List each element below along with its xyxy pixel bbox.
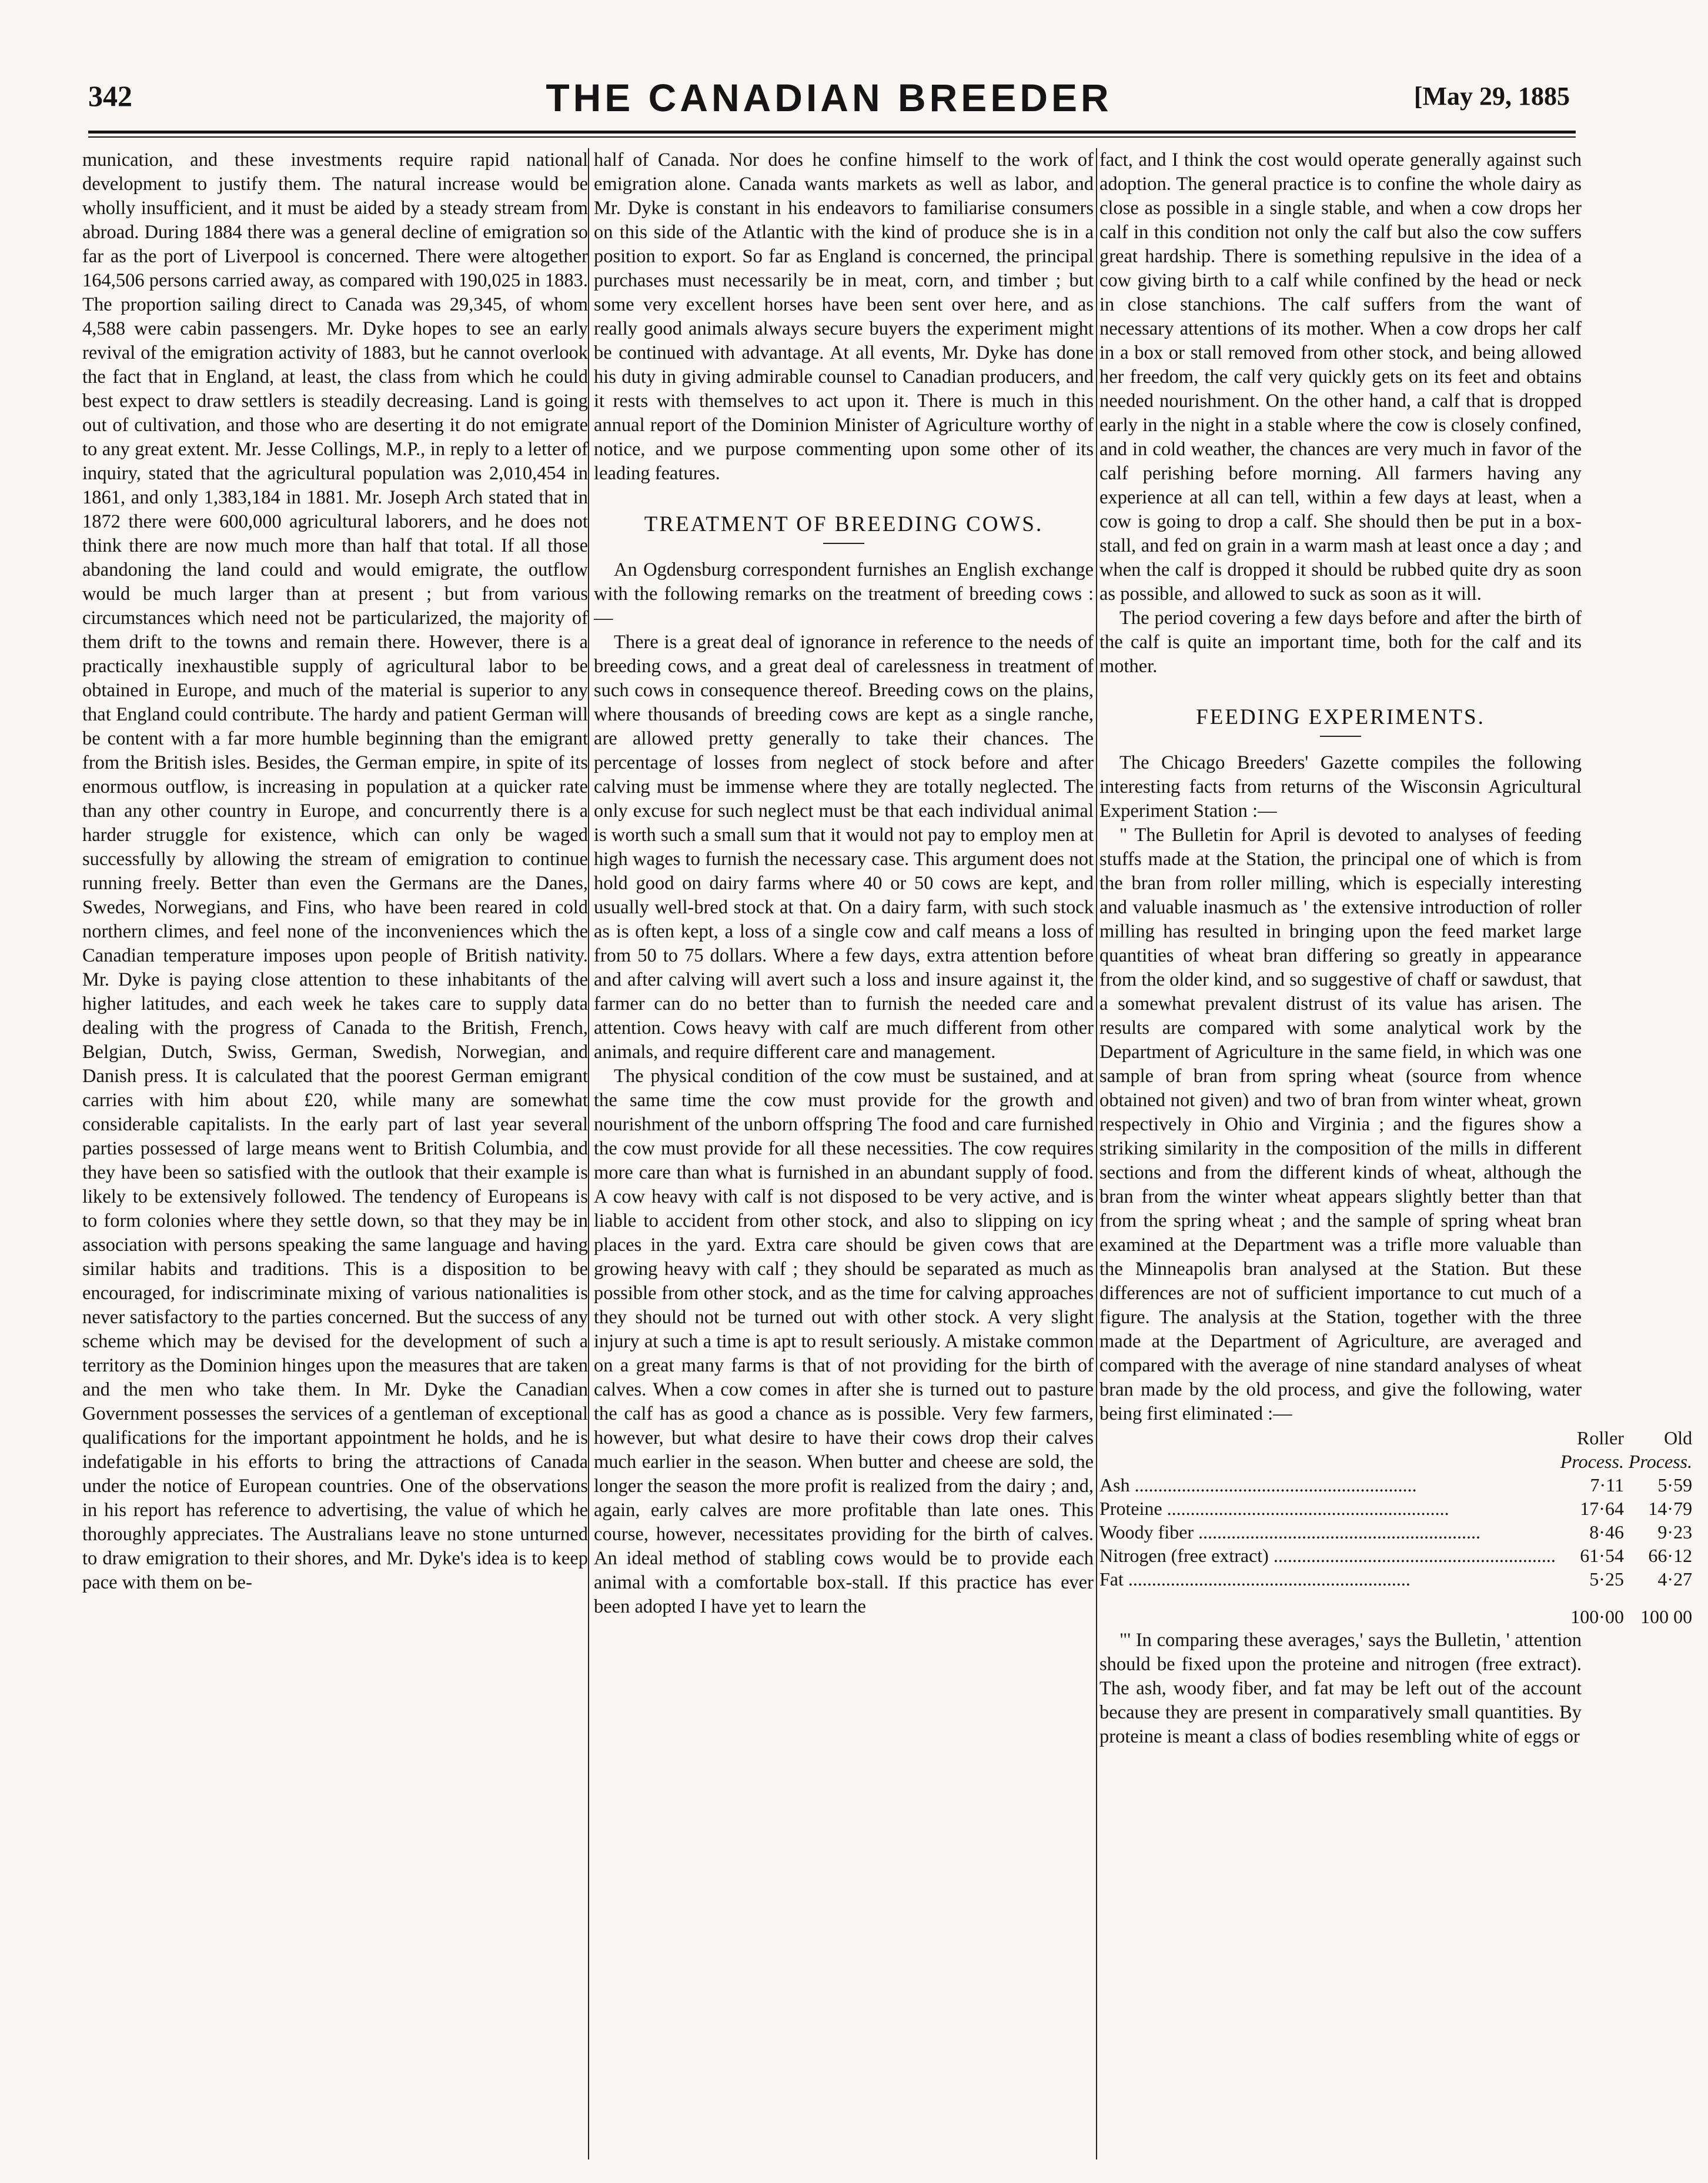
page-number: 342	[88, 79, 132, 112]
row-value-old: 9·23	[1657, 1521, 1693, 1543]
row-label: Proteine	[1099, 1498, 1162, 1519]
table-row	[1099, 1544, 1692, 1567]
total-roller: 100·00	[1570, 1606, 1624, 1627]
row-label: Nitrogen (free extract)	[1099, 1545, 1269, 1566]
column-header-old: Old	[1664, 1427, 1693, 1448]
bran-analysis-table	[1099, 1426, 1692, 1628]
body-paragraph: An Ogdensburg correspondent furnishes an English exchange with the following remarks on the treatment of breeding cows :—	[594, 559, 1094, 629]
heading-divider	[1320, 736, 1361, 737]
column-subheader-roller: Process.	[1560, 1451, 1624, 1472]
body-paragraph: munication, and these investments require rapid national development to justify them. The natural increase would be wholly insufficient, and it must be aided by a steady stream from abroad. During 1884 there was a general decline of emigration so far as the port of Liverpool is concerned. There were altogether 164,506 persons carried away, as compared with 190,025 in 1883. The proportion sailing direct to Canada was 29,345, of whom 4,588 were cabin passengers. Mr. Dyke hopes to see an early revival of the emigration activity of 1883, but he cannot overlook the fact that in England, at least, the class from which he could best expect to draw settlers is steadily decreasing. Land is going out of cultivation, and those who are deserting it do not emigrate to any great extent. Mr. Jesse Collings, M.P., in reply to a letter of inquiry, stated that the agricultural population was 2,010,454 in 1861, and only 1,383,184 in 1881. Mr. Joseph Arch stated that in 1872 there were 600,000 agricultural laborers, and he does not think there are now much more than half that total. If all those abandoning the land could and would emigrate, the outflow would be much larger than at present ; but from various circumstances which need not be particularized, the majority of them drift to the towns and remain there. However, there is a practically inexhaustible supply of agricultural labor to be obtained in Europe, and much of the material is superior to any that England could contribute. The hardy and patient German will be content with a far more humble beginning than the emigrant from the British isles. Besides, the German empire, in spite of its enormous outflow, is increasing in population at a quicker rate than any other country in Europe, and concurrently there is a harder struggle for existence, which can only be waged successfully by allowing the stream of emigration to continue running freely. Better than even the Germans are the Danes, Swedes, Norwegians, and Fins, who have been reared in cold northern climes, and feel none of the inconveniences which the Canadian temperature imposes upon people of British nativity. Mr. Dyke is paying close attention to these inhabitants of the higher latitudes, and each week he takes care to supply data dealing with the progress of Canada to the British, French, Belgian, Dutch, Swiss, German, Swedish, Norwegian, and Danish press. It is calculated that the poorest German emigrant carries with him about £20, while many are somewhat considerable capitalists. In the early part of last year several parties possessed of large means went to British Columbia, and they have been so satisfied with the outlook that their example is likely to be extensively followed. The tendency of Europeans is to form colonies where they settle down, so that they may be in association with persons speaking the same language and having similar habits and traditions. This is a disposition to be encouraged, for indiscriminate mixing of various nationalities is never satisfactory to the parties concerned. But the success of any scheme which may be devised for the development of such a territory as the Dominion hinges upon the measures that are taken and the men who take them. In Mr. Dyke the Canadian Government possesses the services of a gentleman of exceptional qualifications for the important appointment he holds, and he is indefatigable in his efforts to bring the attractions of Canada under the notice of European countries. One of the observations in his report has reference to advertising, the value of which he thoroughly appreciates. The Australians leave no stone unturned to draw emigration to their shores, and Mr. Dyke's idea is to keep pace with them on be-	[82, 149, 588, 1593]
body-paragraph: " The Bulletin for April is devoted to analyses of feeding stuffs made at the Station, the principal one of which is from the bran from roller milling, which is especially interesting and valuable inasmuch as ' the extensive introduction of roller milling has resulted in bringing upon the feed market large quantities of wheat bran differing so greatly in appearance from the older kind, and so suggestive of chaff or sawdust, that a somewhat prevalent distrust of its value has arisen. The results are compared with some analytical work by the Department of Agriculture in the same field, in which was one sample of bran from spring wheat (source from whence obtained not given) and two of bran from winter wheat, grown respectively in Ohio and Virginia ; and the figures show a striking similarity in the composition of the mills in different sections and from the different kinds of wheat, although the bran from the winter wheat appears slightly better than that from the spring wheat ; and the sample of spring wheat bran examined at the Department was a trifle more valuable than the Minneapolis bran analysed at the Station. But these differences are not of sufficient importance to cut much of a figure. The analysis at the Station, together with the three made at the Department of Agriculture, are averaged and compared with the average of nine standard analyses of wheat bran made by the old process, and give the following, water being first eliminated :—	[1099, 825, 1582, 1424]
row-label: Fat	[1099, 1568, 1124, 1590]
body-paragraph: "' In comparing these averages,' says the Bulletin, ' attention should be fixed upon the proteine and nitrogen (free extract). The ash, woody fiber, and fat may be left out of the account because they are present in comparatively small quantities. By proteine is meant a class of bodies resembling white of eggs or	[1099, 1630, 1582, 1747]
section-heading-feeding-experiments: FEEDING EXPERIMENTS.	[1196, 705, 1485, 729]
section-heading-breeding-cows: TREATMENT OF BREEDING COWS.	[644, 512, 1044, 536]
heading-divider	[823, 543, 864, 544]
body-paragraph: half of Canada. Nor does he confine himself to the work of emigration alone. Canada wants markets as well as labor, and Mr. Dyke is constant in his endeavors to familiarise consumers on this side of the Atlantic with the kind of produce she is in a position to export. So far as England is concerned, the principal purchases must necessarily be in meat, corn, and timber ; but some very excellent horses have been sent over here, and as really good animals always secure buyers the experiment might be continued with advantage. At all events, Mr. Dyke has done his duty in giving admirable counsel to Canadian producers, and it rests with themselves to act upon it. There is much in this annual report of the Dominion Minister of Agriculture worthy of notice, and we purpose commenting upon some other of its leading features.	[594, 149, 1094, 484]
body-paragraph: fact, and I think the cost would operate generally against such adoption. The general practice is to confine the whole dairy as close as possible in a single stable, and when a cow drops her calf in this condition not only the calf but also the cow suffers great hardship. There is something repulsive in the idea of a cow giving birth to a calf while confined by the head or neck in close stanchions. The calf suffers from the want of necessary attentions of its mother. When a cow drops her calf in a box or stall removed from other stock, and being allowed her freedom, the calf very quickly gets on its feet and obtains needed nourishment. On the other hand, a calf that is dropped early in the night in a stable where the cow is closely confined, and in cold weather, the chances are very much in favor of the calf perishing before morning. All farmers having any experience at all can tell, within a few days at least, when a cow is going to drop a calf. She should then be put in a box-stall, and fed on grain in a warm mash at least once a day ; and when the calf is dropped it should be rubbed quite dry as soon as possible, and allowed to suck as soon as it will.	[1099, 149, 1582, 605]
column-2	[594, 148, 1094, 2165]
column-header-roller: Roller	[1576, 1427, 1624, 1448]
paper-title: THE CANADIAN BREEDER	[546, 76, 1112, 119]
issue-date: [May 29, 1885	[1413, 82, 1570, 111]
column-3	[1099, 148, 1693, 2165]
table-row	[1099, 1520, 1692, 1544]
row-label: Ash	[1099, 1474, 1130, 1496]
row-value-roller: 7·11	[1590, 1474, 1624, 1496]
table-header-row	[1099, 1426, 1692, 1450]
row-value-roller: 8·46	[1589, 1521, 1624, 1543]
row-value-old: 66·12	[1648, 1545, 1693, 1566]
row-value-roller: 5·25	[1589, 1568, 1624, 1590]
masthead-rule-thin	[88, 136, 1576, 138]
body-paragraph: The physical condition of the cow must be sustained, and at the same time the cow must provide for the growth and nourishment of the unborn offspring The food and care furnished the cow must provide for all these necessities. The cow requires more care than what is furnished in an abundant supply of food. A cow heavy with calf is not disposed to be very active, and is liable to accident from other stock, and also to slipping on icy places in the yard. Extra care should be given cows that are growing heavy with calf ; they should be separated as much as possible from other stock, and as the time for calving approaches they should not be turned out with other stock. A very slight injury at such a time is apt to result seriously. A mistake common on a great many farms is that of not providing for the birth of calves. When a cow comes in after she is turned out to pasture the calf has as good a chance as is possible. Very few farmers, however, but what desire to have their cows drop their calves much earlier in the season. When butter and cheese are sold, the longer the season the more profit is realized from the dairy ; and, again, early calves are more profitable than late ones. This course, however, necessitates providing for the birth of calves. An ideal method of stabling cows would be to provide each animal with a comfortable box-stall. If this practice has ever been adopted I have yet to learn the	[594, 1066, 1094, 1617]
column-subheader-old: Process.	[1628, 1451, 1693, 1472]
body-paragraph: The period covering a few days before and after the birth of the calf is quite an important time, both for the calf and its mother.	[1099, 607, 1582, 677]
table-row	[1099, 1473, 1692, 1497]
body-paragraph: There is a great deal of ignorance in reference to the needs of breeding cows, and a great deal of carelessness in treatment of such cows in consequence thereof. Breeding cows on the plains, where thousands of breeding cows are kept as a single ranche, are allowed pretty generally to take their chances. The percentage of losses from neglect of stock before and after calving must be immense where they are totally neglected. The only excuse for such neglect must be that each individual animal is worth such a small sum that it would not pay to employ men at high wages to furnish the necessary case. This argument does not hold good on dairy farms where 40 or 50 cows are kept, and usually well-bred stock at that. On a dairy farm, with such stock as is often kept, a loss of a single cow and calf means a loss of from 50 to 75 dollars. Where a few days, extra attention before and after calving will avert such a loss and insure against it, the farmer can do no better than to furnish the needed care and attention. Cows heavy with calf are much different from other animals, and require different care and management.	[594, 632, 1094, 1063]
row-label: Woody fiber	[1099, 1521, 1194, 1543]
row-value-old: 4·27	[1657, 1568, 1693, 1590]
table-total-row	[1099, 1591, 1692, 1628]
table-row	[1099, 1567, 1692, 1591]
masthead-rule	[88, 131, 1576, 133]
row-value-old: 14·79	[1648, 1498, 1693, 1519]
body-paragraph: The Chicago Breeders' Gazette compiles the following interesting facts from returns of the Wisconsin Agricultural Experiment Station :—	[1099, 752, 1582, 822]
masthead	[88, 75, 1570, 128]
column-1	[82, 148, 588, 2165]
column-divider	[1096, 148, 1097, 2159]
table-subheader-row	[1099, 1450, 1692, 1473]
row-value-old: 5·59	[1657, 1474, 1693, 1496]
row-value-roller: 17·64	[1580, 1498, 1624, 1519]
table-row	[1099, 1497, 1692, 1520]
total-old: 100 00	[1640, 1606, 1693, 1627]
row-value-roller: 61·54	[1580, 1545, 1624, 1566]
column-divider	[588, 148, 589, 2159]
